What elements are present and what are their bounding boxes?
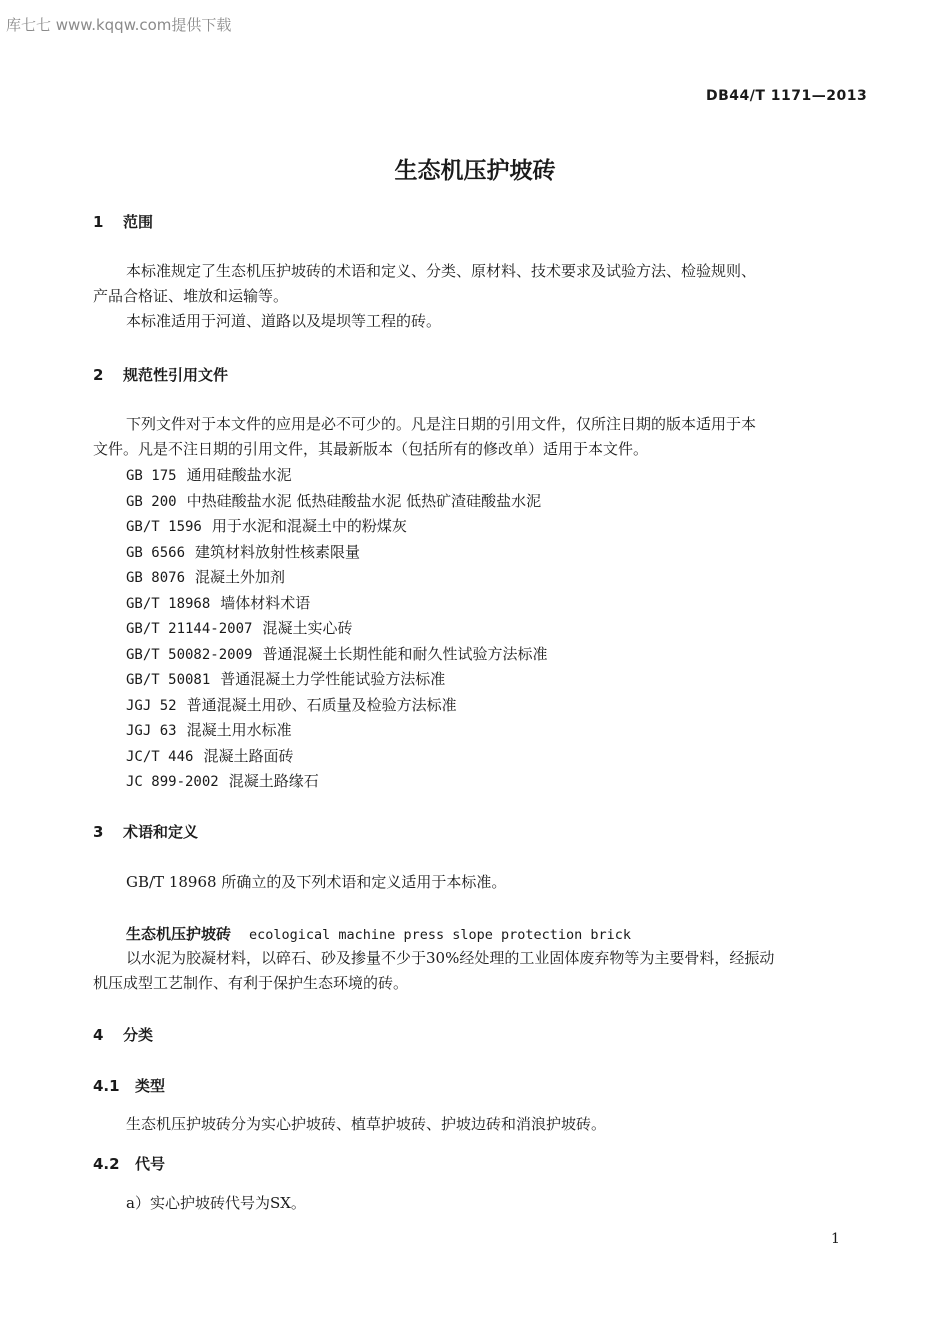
section-4-1-text: 生态机压护坡砖分为实心护坡砖、植草护坡砖、护坡边砖和消浪护坡砖。 — [126, 1115, 607, 1133]
reference-name: 混凝土用水标准 — [186, 721, 292, 739]
section-4-heading — [93, 1024, 153, 1045]
reference-name: 混凝土实心砖 — [262, 619, 353, 637]
reference-item — [126, 540, 547, 566]
section-title: 规范性引用文件 — [123, 366, 229, 384]
reference-name: 中热硅酸盐水泥 低热硅酸盐水泥 低热矿渣硅酸盐水泥 — [186, 491, 542, 510]
subsection-number: 4.2 — [93, 1155, 120, 1173]
reference-name: 普通混凝土长期性能和耐久性试验方法标准 — [262, 644, 548, 663]
section-number: 4 — [93, 1026, 104, 1044]
subsection-title: 类型 — [135, 1077, 166, 1095]
reference-code: GB/T 50081 — [126, 672, 211, 688]
term-definition-line-1: 以水泥为胶凝材料，以碎石、砂及掺量不少于30%经处理的工业固体废弃物等为主要骨料，经振动 — [126, 949, 775, 967]
section-4-1-heading — [93, 1075, 165, 1096]
term-english: ecological machine press slope protection brick — [249, 927, 632, 943]
subsection-number: 4.1 — [93, 1077, 120, 1095]
reference-code: JC 899-2002 — [126, 774, 219, 790]
section-number: 2 — [93, 366, 104, 384]
reference-item — [126, 565, 547, 591]
section-2-intro-line-2: 文件。凡是不注日期的引用文件，其最新版本（包括所有的修改单）适用于本文件。 — [93, 440, 649, 458]
term-entry — [126, 922, 631, 948]
subsection-title: 代号 — [135, 1155, 166, 1173]
section-1-paragraph-1-line-1: 本标准规定了生态机压护坡砖的术语和定义、分类、原材料、技术要求及试验方法、检验规则、 — [126, 262, 757, 280]
reference-code: JGJ 52 — [126, 697, 177, 714]
reference-code: GB 8076 — [126, 570, 186, 586]
reference-code: JC/T 446 — [126, 748, 194, 765]
reference-name: 通用硅酸盐水泥 — [186, 466, 292, 484]
section-4-2-item-a: a）实心护坡砖代号为SX。 — [126, 1194, 306, 1212]
section-1-paragraph-1-line-2: 产品合格证、堆放和运输等。 — [93, 287, 289, 305]
normative-references-list — [126, 463, 547, 795]
section-1-paragraph-2: 本标准适用于河道、道路以及堤坝等工程的砖。 — [126, 312, 442, 330]
document-title: 生态机压护坡砖 — [394, 158, 556, 184]
reference-name: 用于水泥和混凝土中的粉煤灰 — [211, 517, 407, 535]
reference-code: GB/T 18968 — [126, 595, 211, 612]
reference-name: 混凝土外加剂 — [195, 568, 286, 586]
reference-code: JGJ 63 — [126, 723, 177, 739]
reference-item — [126, 769, 547, 795]
reference-item — [126, 744, 547, 770]
reference-item — [126, 463, 547, 489]
section-3-heading — [93, 821, 198, 842]
reference-item — [126, 642, 547, 668]
reference-name: 普通混凝土力学性能试验方法标准 — [220, 670, 446, 688]
term-chinese: 生态机压护坡砖 — [126, 925, 232, 943]
reference-item — [126, 693, 547, 719]
section-2-heading — [93, 364, 228, 385]
reference-code: GB 6566 — [126, 544, 186, 561]
section-number: 3 — [93, 823, 104, 841]
watermark-text: 库七七 www.kqqw.com提供下载 — [6, 16, 232, 34]
section-4-2-heading — [93, 1153, 165, 1174]
reference-name: 普通混凝土用砂、石质量及检验方法标准 — [186, 695, 457, 714]
reference-name: 墙体材料术语 — [220, 593, 311, 612]
section-title: 术语和定义 — [123, 823, 199, 841]
reference-item — [126, 489, 547, 515]
section-number: 1 — [93, 213, 104, 231]
section-title: 分类 — [123, 1026, 154, 1044]
reference-item — [126, 616, 547, 642]
reference-name: 混凝土路缘石 — [228, 772, 319, 790]
reference-item — [126, 591, 547, 617]
reference-code: GB/T 1596 — [126, 519, 202, 535]
reference-code: GB/T 50082-2009 — [126, 646, 253, 663]
section-1-heading — [93, 211, 153, 232]
reference-code: GB 175 — [126, 468, 177, 484]
reference-item — [126, 667, 547, 693]
section-3-intro: GB/T 18968 所确立的及下列术语和定义适用于本标准。 — [126, 873, 507, 891]
reference-name: 混凝土路面砖 — [203, 746, 294, 765]
page-number: 1 — [831, 1231, 840, 1247]
reference-item — [126, 514, 547, 540]
reference-code: GB/T 21144-2007 — [126, 621, 253, 637]
section-title: 范围 — [123, 213, 154, 231]
section-2-intro-line-1: 下列文件对于本文件的应用是必不可少的。凡是注日期的引用文件，仅所注日期的版本适用于本 — [126, 415, 757, 433]
reference-code: GB 200 — [126, 493, 177, 510]
reference-name: 建筑材料放射性核素限量 — [195, 542, 361, 561]
term-definition-line-2: 机压成型工艺制作、有利于保护生态环境的砖。 — [93, 974, 409, 992]
standard-code: DB44/T 1171—2013 — [706, 88, 868, 104]
reference-item — [126, 718, 547, 744]
